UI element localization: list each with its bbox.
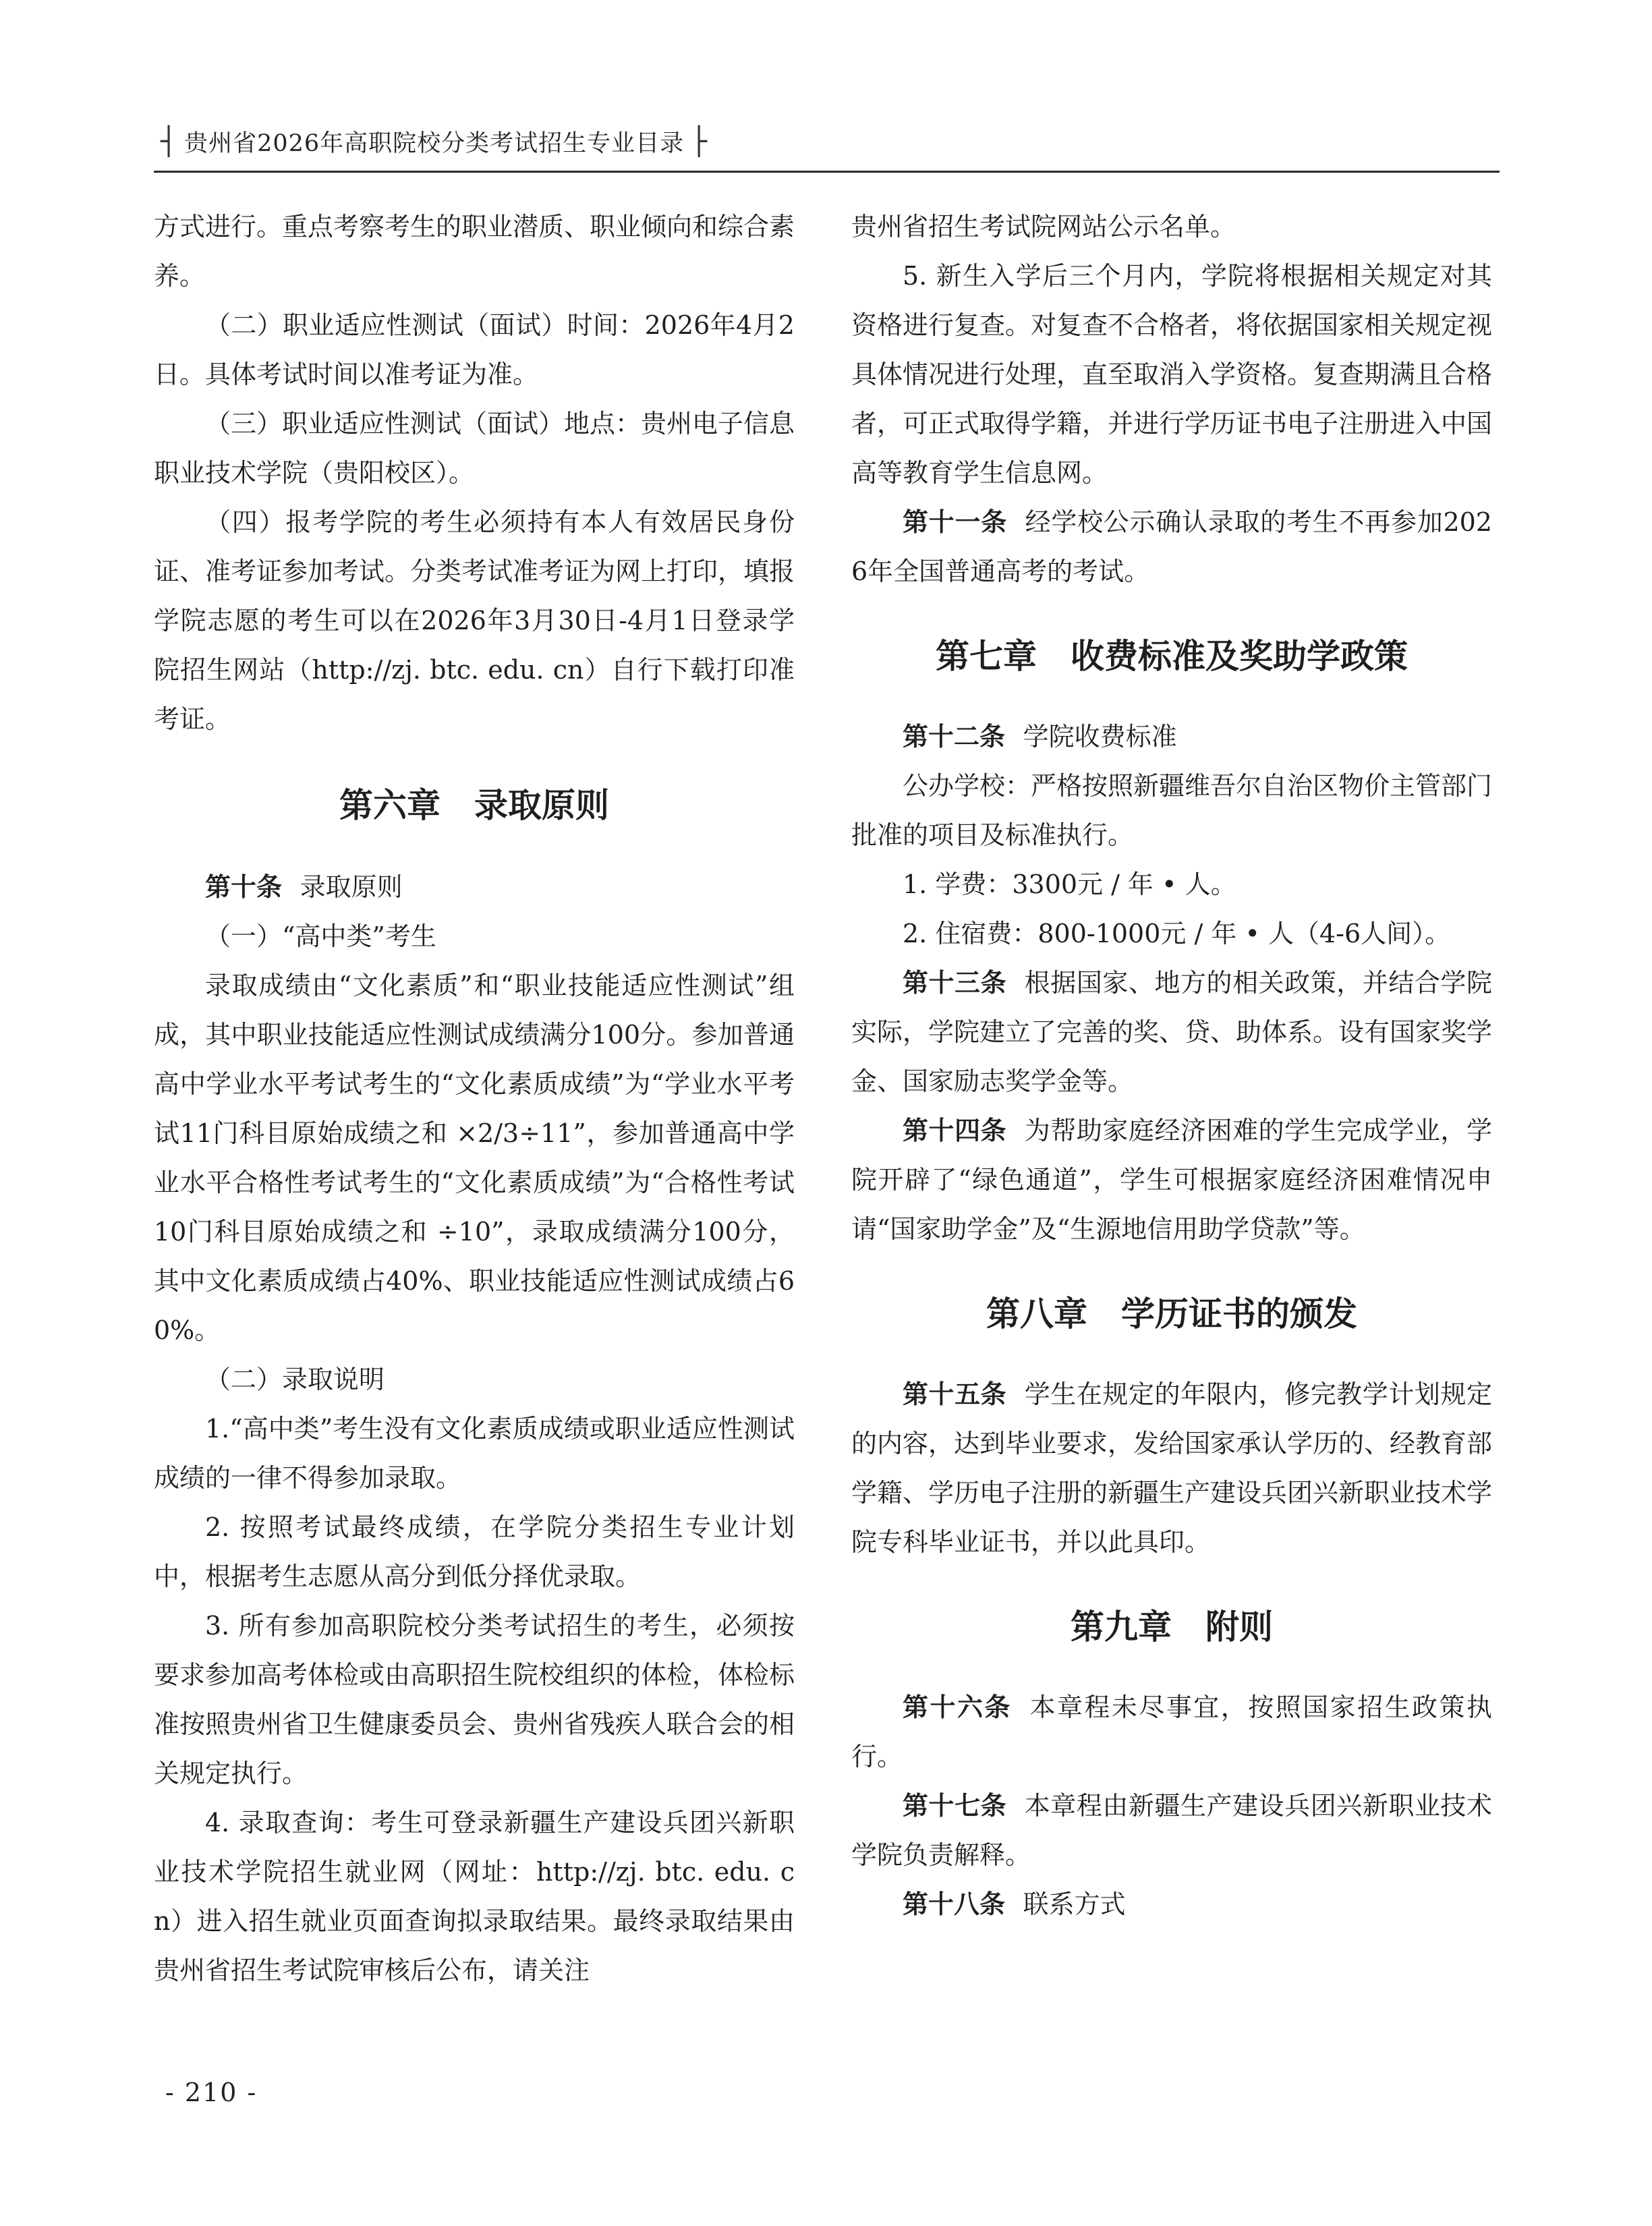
paragraph: （四）报考学院的考生必须持有本人有效居民身份证、准考证参加考试。分类考试准考证为网上打印，填报学院志愿的考生可以在2026年3月30日-4月1日登录学院招生网站（http://zj. btc. edu. cn）自行下载打印准考证。 bbox=[154, 507, 795, 734]
article-text: 本章程由新疆生产建设兵团兴新职业技术学院负责解释。 bbox=[851, 1791, 1492, 1870]
paragraph: 1. 学费：3300元 / 年 • 人。 bbox=[903, 869, 1236, 899]
article-label: 第十八条 bbox=[903, 1889, 1006, 1919]
chapter-title: 录取原则 bbox=[474, 786, 609, 825]
paragraph: （三）职业适应性测试（面试）地点：贵州电子信息职业技术学院（贵阳校区）。 bbox=[154, 409, 795, 488]
right-column bbox=[851, 202, 1492, 1929]
article-label: 第十七条 bbox=[903, 1791, 1007, 1821]
chapter-title: 附则 bbox=[1205, 1607, 1273, 1647]
header-title: 贵州省2026年高职院校分类考试招生专业目录 bbox=[184, 130, 685, 157]
paragraph: （二）录取说明 bbox=[205, 1365, 385, 1394]
article-label: 第十二条 bbox=[903, 722, 1006, 751]
article-label: 第十三条 bbox=[903, 968, 1007, 998]
left-column bbox=[154, 202, 795, 1995]
article-text: 经学校公示确认录取的考生不再参加2026年全国普通高考的考试。 bbox=[851, 507, 1492, 586]
chapter-number: 第九章 bbox=[1071, 1607, 1172, 1647]
article-text: 学生在规定的年限内，修完教学计划规定的内容，达到毕业要求，发给国家承认学历的、经教育部学籍、学历电子注册的新疆生产建设兵团兴新职业技术学院专科毕业证书，并以此具印。 bbox=[851, 1379, 1493, 1557]
article-text: 联系方式 bbox=[1023, 1889, 1126, 1919]
article-17 bbox=[851, 1781, 1492, 1880]
article-text: 录取原则 bbox=[300, 872, 403, 902]
chapter-heading-6 bbox=[154, 782, 795, 829]
article-18 bbox=[851, 1880, 1492, 1929]
paragraph: （一）“高中类”考生 bbox=[205, 921, 436, 951]
chapter-title: 收费标准及奖助学政策 bbox=[1071, 637, 1408, 676]
chapter-title: 学历证书的颁发 bbox=[1121, 1294, 1357, 1334]
chapter-heading-7 bbox=[851, 633, 1492, 680]
article-16 bbox=[851, 1683, 1492, 1781]
paragraph: 方式进行。重点考察考生的职业潜质、职业倾向和综合素养。 bbox=[154, 212, 795, 291]
article-text: 根据国家、地方的相关政策，并结合学院实际，学院建立了完善的奖、贷、助体系。设有国家奖学金、国家励志奖学金等。 bbox=[851, 968, 1493, 1096]
paragraph: 2. 住宿费：800-1000元 / 年 • 人（4-6人间）。 bbox=[903, 919, 1451, 948]
paragraph: 2. 按照考试最终成绩，在学院分类招生专业计划中，根据考生志愿从高分到低分择优录取。 bbox=[154, 1512, 795, 1591]
article-text: 学院收费标准 bbox=[1023, 722, 1177, 751]
paragraph: 4. 录取查询：考生可登录新疆生产建设兵团兴新职业技术学院招生就业网（网址：http://zj. btc. edu. cn）进入招生就业页面查询拟录取结果。最终录取结果由贵州省招生考试院审核后公布，请关注 bbox=[154, 1808, 795, 1985]
chapter-number: 第七章 bbox=[936, 637, 1037, 676]
article-14 bbox=[851, 1106, 1492, 1254]
paragraph: 录取成绩由“文化素质”和“职业技能适应性测试”组成，其中职业技能适应性测试成绩满分100分。参加普通高中学业水平考试考生的“文化素质成绩”为“学业水平考试11门科目原始成绩之和 ×2/3÷11”，参加普通高中学业水平合格性考试考生的“文化素质成绩”为“合格性考试10门科目原始成绩之和 ÷10”，录取成绩满分100分，其中文化素质成绩占40%、职业技能适应性测试成绩占60%。 bbox=[154, 971, 795, 1345]
chapter-heading-8 bbox=[851, 1290, 1492, 1338]
article-label: 第十条 bbox=[205, 872, 283, 902]
header-right-mark: ├ bbox=[691, 126, 708, 157]
chapter-number: 第六章 bbox=[339, 786, 440, 825]
article-label: 第十六条 bbox=[903, 1692, 1012, 1722]
page-number: - 210 - bbox=[165, 2078, 258, 2107]
chapter-heading-9 bbox=[851, 1603, 1492, 1651]
header-rule bbox=[154, 171, 1500, 173]
paragraph: （二）职业适应性测试（面试）时间：2026年4月2日。具体考试时间以准考证为准。 bbox=[154, 310, 795, 389]
article-12 bbox=[851, 712, 1492, 762]
paragraph: 5. 新生入学后三个月内，学院将根据相关规定对其资格进行复查。对复查不合格者，将依据国家相关规定视具体情况进行处理，直至取消入学资格。复查期满且合格者，可正式取得学籍，并进行学历证书电子注册进入中国高等教育学生信息网。 bbox=[851, 261, 1493, 488]
article-10 bbox=[154, 863, 795, 912]
paragraph: 贵州省招生考试院网站公示名单。 bbox=[851, 212, 1236, 241]
paragraph: 3. 所有参加高职院校分类考试招生的考生，必须按要求参加高考体检或由高职招生院校组织的体检，体检标准按照贵州省卫生健康委员会、贵州省残疾人联合会的相关规定执行。 bbox=[154, 1611, 795, 1788]
paragraph: 1.“高中类”考生没有文化素质成绩或职业适应性测试成绩的一律不得参加录取。 bbox=[154, 1414, 795, 1493]
article-text: 为帮助家庭经济困难的学生完成学业，学院开辟了“绿色通道”，学生可根据家庭经济困难情况申请“国家助学金”及“生源地信用助学贷款”等。 bbox=[851, 1116, 1492, 1244]
chapter-number: 第八章 bbox=[986, 1294, 1087, 1334]
running-header bbox=[154, 120, 714, 163]
paragraph: 公办学校：严格按照新疆维吾尔自治区物价主管部门批准的项目及标准执行。 bbox=[851, 771, 1493, 850]
article-label: 第十四条 bbox=[903, 1116, 1007, 1145]
header-left-mark: ┤ bbox=[161, 126, 178, 157]
article-text: 本章程未尽事宜，按照国家招生政策执行。 bbox=[851, 1692, 1492, 1771]
article-label: 第十五条 bbox=[903, 1379, 1007, 1409]
article-label: 第十一条 bbox=[903, 507, 1007, 537]
article-13 bbox=[851, 959, 1492, 1106]
article-15 bbox=[851, 1370, 1492, 1567]
article-11 bbox=[851, 498, 1492, 596]
